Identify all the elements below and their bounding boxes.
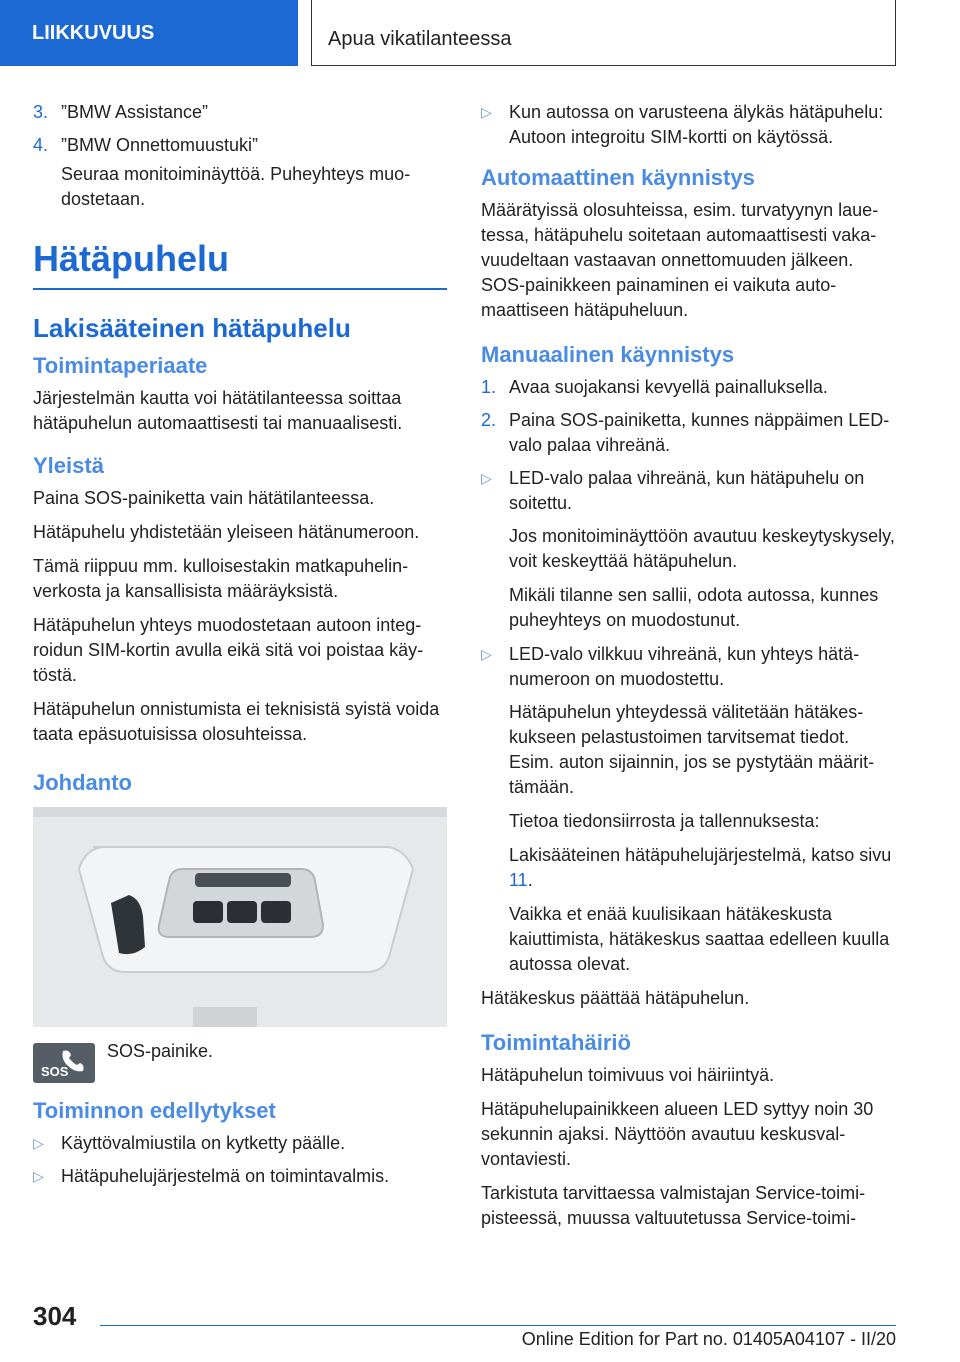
reference-text: Lakisääteinen hätäpuhelujärjestelmä, katso sivu <box>509 845 892 865</box>
page-number: 304 <box>33 1301 77 1331</box>
triangle-bullet-icon: ▷ <box>481 104 492 120</box>
list-text: ”BMW Onnettomuustuki” <box>61 135 259 155</box>
page-header <box>0 0 960 66</box>
sos-icon <box>33 1043 95 1083</box>
list-subtext: Hätäpuhelun yhteydessä välitetään hätäkeskukseen pelastustoimen tarvitsemat tiedot. Esim. auton sijainnin, jos se pystytään määrittämään. <box>509 702 875 797</box>
list-item <box>481 642 896 692</box>
subsection-heading: Yleistä <box>33 453 104 478</box>
list-subtext: Mikäli tilanne sen sallii, odota autossa, kunnes puheyhteys on muodostunut. <box>509 585 879 630</box>
triangle-bullet-icon: ▷ <box>481 646 492 662</box>
page-title: Hätäpuhelu <box>33 238 447 290</box>
paragraph: Tämä riippuu mm. kulloisestakin matkapuhelinverkosta ja kansallisista määräyksistä. <box>33 556 409 601</box>
list-text: Avaa suojakansi kevyellä painalluksella. <box>509 377 828 397</box>
list-item <box>481 466 896 516</box>
right-column <box>481 100 896 1240</box>
paragraph: Järjestelmän kautta voi hätätilanteessa soittaa hätäpuhelun automaattisesti tai manuaalisesti. <box>33 388 403 433</box>
list-subtext: Tietoa tiedonsiirrosta ja tallennuksesta: <box>509 811 820 831</box>
list-item <box>481 100 896 150</box>
subsection-heading: Automaattinen käynnistys <box>481 165 755 190</box>
list-text: Kun autossa on varusteena älykäs hätäpuhelu: Autoon integroitu SIM-kortti on käytössä. <box>509 102 884 147</box>
section-tab: LIIKKUVUUS <box>0 0 298 66</box>
edition-info: Online Edition for Part no. 01405A04107 - II/20 <box>521 1329 896 1349</box>
overhead-console-illustration <box>33 807 447 1027</box>
reference-end: . <box>527 870 533 890</box>
caption-text: SOS-painike. <box>107 1041 214 1061</box>
overhead-console-figure <box>33 807 447 1027</box>
list-marker: 4. <box>33 135 49 155</box>
list-text: ”BMW Assistance” <box>61 102 209 122</box>
triangle-bullet-icon: ▷ <box>481 470 492 486</box>
subsection-heading: Toimintaperiaate <box>33 353 208 378</box>
subsection-heading: Toiminnon edellytykset <box>33 1098 276 1123</box>
list-text: Paina SOS-painiketta, kunnes näppäimen LED-valo palaa vihreänä. <box>509 410 890 455</box>
triangle-bullet-icon: ▷ <box>33 1135 44 1151</box>
cross-reference <box>481 843 896 893</box>
section-heading: Lakisääteinen hätäpuhelu <box>33 313 351 343</box>
paragraph: Hätäkeskus päättää hätäpuhelun. <box>481 988 750 1008</box>
list-text: Käyttövalmiustila on kytketty päälle. <box>61 1133 346 1153</box>
list-marker: 1. <box>481 377 497 397</box>
paragraph: Hätäpuhelun onnistumista ei teknisistä syistä voida taata epäsuotuisissa olosuhteissa. <box>33 699 440 744</box>
paragraph: Hätäpuhelun toimivuus voi häiriintyä. <box>481 1065 775 1085</box>
paragraph: Hätäpuhelun yhteys muodostetaan autoon integroidun SIM-kortin avulla eikä sitä voi poistaa käytöstä. <box>33 615 424 685</box>
list-text: LED-valo vilkkuu vihreänä, kun yhteys hätänumeroon on muodostettu. <box>509 644 860 689</box>
list-subtext: Seuraa monitoiminäyttöä. Puheyhteys muodostetaan. <box>61 164 411 209</box>
subsection-heading: Toimintahäiriö <box>481 1030 631 1055</box>
paragraph: Hätäpuhelu yhdistetään yleiseen hätänumeroon. <box>33 522 420 542</box>
sos-icon-label: SOS <box>41 1064 69 1079</box>
list-item <box>33 1164 447 1189</box>
list-subtext: Vaikka et enää kuulisikaan hätäkeskusta kaiuttimista, hätäkeskus saattaa edelleen kuulla autossa olevat. <box>509 904 890 974</box>
list-text: Hätäpuhelujärjestelmä on toimintavalmis. <box>61 1166 390 1186</box>
list-marker: 2. <box>481 410 497 430</box>
list-subtext: Jos monitoiminäyttöön avautuu keskeytyskysely, voit keskeyttää hätäpuhelun. <box>509 526 895 571</box>
paragraph: Määrätyissä olosuhteissa, esim. turvatyynyn lauetessa, hätäpuhelu soitetaan automaattisesti vakavuudeltaan vastaavan onnettomuuden jälkeen. SOS-painikkeen painaminen ei vaikuta automaattiseen hätäpuheluun. <box>481 200 879 320</box>
paragraph: Paina SOS-painiketta vain hätätilanteessa. <box>33 488 375 508</box>
list-item <box>33 100 447 125</box>
footer-divider <box>100 1325 896 1326</box>
subsection-heading: Johdanto <box>33 770 132 795</box>
left-column <box>33 100 447 1197</box>
paragraph: Hätäpuhelupainikkeen alueen LED syttyy noin 30 sekunnin ajaksi. Näyttöön avautuu keskusvalvontaviesti. <box>481 1099 874 1169</box>
subsection-heading: Manuaalinen käynnistys <box>481 342 735 367</box>
list-item <box>33 1131 447 1156</box>
list-item <box>33 133 447 158</box>
page-link[interactable]: 11 <box>509 870 528 890</box>
list-marker: 3. <box>33 102 49 122</box>
paragraph: Tarkistuta tarvittaessa valmistajan Service-toimipisteessä, muussa valtuutetussa Service-toimi- <box>481 1183 866 1228</box>
list-item <box>481 408 896 458</box>
chapter-title: Apua vikatilanteessa <box>311 0 896 66</box>
figure-caption <box>33 1041 447 1083</box>
list-item <box>481 375 896 400</box>
list-text: LED-valo palaa vihreänä, kun hätäpuhelu on soitettu. <box>509 468 865 513</box>
triangle-bullet-icon: ▷ <box>33 1168 44 1184</box>
